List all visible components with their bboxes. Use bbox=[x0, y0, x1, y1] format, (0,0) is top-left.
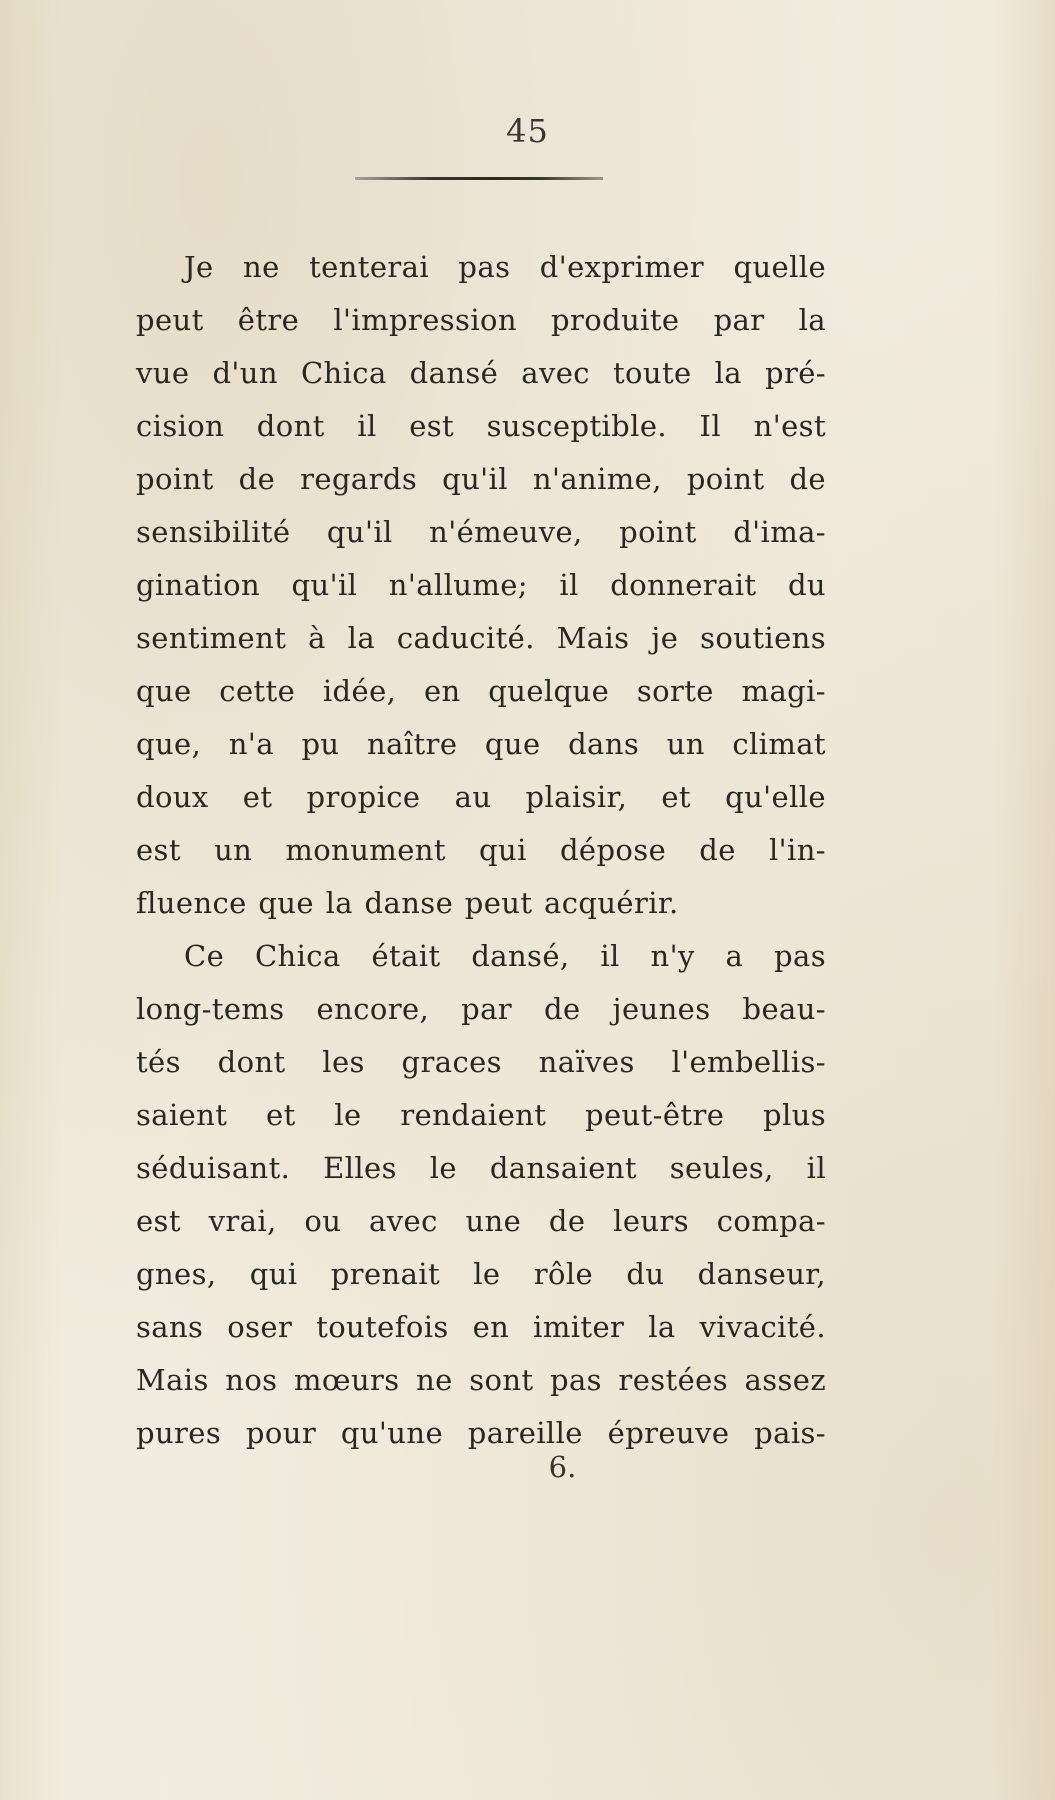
text-line: sentiment à la caducité. Mais je soutiens bbox=[136, 621, 826, 655]
text-line: peut être l'impression produite par la bbox=[136, 303, 826, 337]
text-line: fluence que la danse peut acquérir. bbox=[136, 886, 679, 920]
text-line: est vrai, ou avec une de leurs compa- bbox=[136, 1204, 826, 1238]
text-line: sans oser toutefois en imiter la vivacité. bbox=[136, 1310, 826, 1344]
text-line: Ce Chica était dansé, il n'y a pas bbox=[184, 939, 826, 973]
text-line: long-tems encore, par de jeunes beau- bbox=[136, 992, 826, 1026]
text-line: séduisant. Elles le dansaient seules, il bbox=[136, 1151, 826, 1185]
text-line: Mais nos mœurs ne sont pas restées assez bbox=[136, 1363, 826, 1397]
page-number: 45 bbox=[506, 112, 549, 150]
text-line: tés dont les graces naïves l'embellis- bbox=[136, 1045, 826, 1079]
text-line: vue d'un Chica dansé avec toute la pré- bbox=[136, 356, 826, 390]
text-line: point de regards qu'il n'anime, point de bbox=[136, 462, 826, 496]
text-line: pures pour qu'une pareille épreuve pais- bbox=[136, 1416, 826, 1450]
text-line: Je ne tenterai pas d'exprimer quelle bbox=[184, 250, 826, 284]
signature-mark: 6. bbox=[548, 1450, 577, 1484]
text-line: gination qu'il n'allume; il donnerait du bbox=[136, 568, 826, 602]
text-line: saient et le rendaient peut-être plus bbox=[136, 1098, 826, 1132]
text-line: gnes, qui prenait le rôle du danseur, bbox=[136, 1257, 826, 1291]
body-text bbox=[136, 241, 826, 1460]
text-line: cision dont il est susceptible. Il n'est bbox=[136, 409, 826, 443]
text-line: doux et propice au plaisir, et qu'elle bbox=[136, 780, 826, 814]
text-line: que, n'a pu naître que dans un climat bbox=[136, 727, 826, 761]
text-line: sensibilité qu'il n'émeuve, point d'ima- bbox=[136, 515, 826, 549]
text-line: est un monument qui dépose de l'in- bbox=[136, 833, 826, 867]
text-line: que cette idée, en quelque sorte magi- bbox=[136, 674, 826, 708]
header-rule bbox=[355, 177, 603, 180]
